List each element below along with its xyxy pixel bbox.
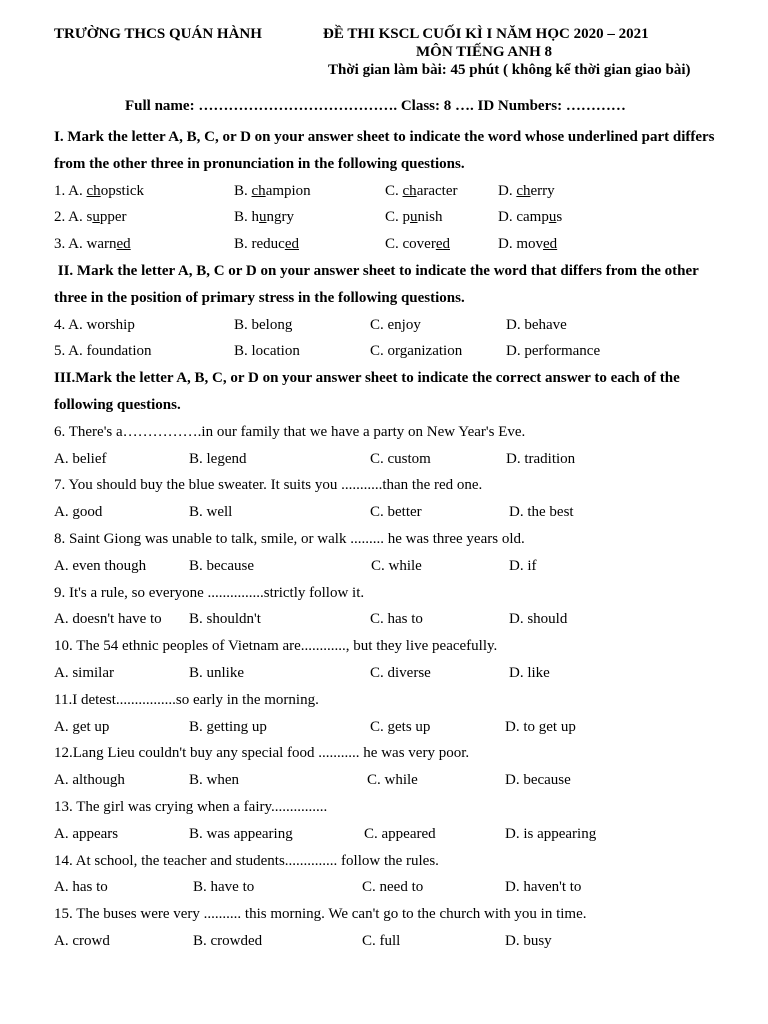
question-15-options — [54, 928, 724, 955]
section3-instruction-line1: III.Mark the letter A, B, C, or D on your answer sheet to indicate the correct answer to each of the — [54, 370, 680, 387]
q7-option-d: D. the best — [509, 504, 574, 521]
question-12-options — [54, 767, 724, 794]
exam-header — [54, 26, 734, 86]
q1-option-b: B. champion — [234, 182, 311, 199]
school-name: TRƯỜNG THCS QUÁN HÀNH — [54, 26, 262, 42]
question-5 — [54, 338, 724, 365]
question-14-options — [54, 874, 724, 901]
question-3 — [54, 231, 724, 258]
q8-option-d: D. if — [509, 557, 537, 574]
q6-option-b: B. legend — [189, 450, 247, 467]
question-11-stem: 11.I detest................so early in the morning. — [54, 691, 319, 708]
q14-option-d: D. haven't to — [505, 879, 582, 896]
q13-option-a: A. appears — [54, 825, 119, 842]
q5-option-a: 5. A. foundation — [54, 343, 152, 360]
q9-option-c: C. has to — [370, 611, 423, 628]
q2-option-b: B. hungry — [234, 209, 295, 226]
exam-title: ĐỀ THI KSCL CUỐI KÌ I NĂM HỌC 2020 – 2021 — [323, 26, 649, 42]
q11-option-b: B. getting up — [189, 718, 267, 735]
q3-option-c: C. covered — [385, 236, 450, 253]
q9-option-d: D. should — [509, 611, 568, 628]
section1-instruction-line1: I. Mark the letter A, B, C, or D on your answer sheet to indicate the word whose underlined part differs — [54, 129, 715, 145]
q12-option-a: A. although — [54, 772, 125, 789]
q2-option-a: 2. A. supper — [54, 209, 127, 226]
question-6-stem: 6. There's a…………….in our family that we have a party on New Year's Eve. — [54, 423, 526, 440]
q3-option-d: D. moved — [498, 236, 558, 253]
student-info-line: Full name: …………………………………. Class: 8 …. ID Numbers: ………… — [125, 98, 626, 114]
q11-option-d: D. to get up — [505, 718, 576, 735]
q15-option-a: A. crowd — [54, 932, 110, 949]
q8-option-a: A. even though — [54, 557, 147, 574]
q2-option-c: C. punish — [385, 209, 443, 226]
q11-option-c: C. gets up — [370, 718, 431, 735]
section2-instruction-line1: II. Mark the letter A, B, C or D on your answer sheet to indicate the word that differs from the other — [54, 262, 699, 279]
question-14-stem: 14. At school, the teacher and students.............. follow the rules. — [54, 852, 439, 869]
q7-option-b: B. well — [189, 504, 233, 521]
q9-option-a: A. doesn't have to — [54, 611, 162, 628]
section3-instruction-line2: following questions. — [54, 396, 181, 413]
q12-option-b: B. when — [189, 772, 239, 789]
question-7-options — [54, 499, 724, 526]
q5-option-c: C. organization — [370, 343, 463, 360]
q10-option-b: B. unlike — [189, 664, 244, 681]
question-2 — [54, 204, 724, 231]
q8-option-c: C. while — [371, 557, 422, 574]
question-9-stem: 9. It's a rule, so everyone ...............strictly follow it. — [54, 584, 365, 601]
question-7-stem: 7. You should buy the blue sweater. It suits you ...........than the red one. — [54, 477, 483, 494]
q7-option-c: C. better — [370, 504, 422, 521]
q2-option-d: D. campus — [498, 209, 563, 226]
q1-option-d: D. cherry — [498, 182, 555, 199]
question-9-options — [54, 606, 724, 633]
question-4 — [54, 312, 724, 339]
q4-option-d: D. behave — [506, 316, 567, 333]
question-13-options — [54, 821, 724, 848]
q14-option-a: A. has to — [54, 879, 108, 896]
q6-option-c: C. custom — [370, 450, 431, 467]
q3-option-a: 3. A. warned — [54, 236, 131, 253]
section1-instruction-line2: from the other three in pronunciation in the following questions. — [54, 155, 465, 172]
q13-option-d: D. is appearing — [505, 825, 597, 842]
q12-option-d: D. because — [505, 772, 571, 789]
question-13-stem: 13. The girl was crying when a fairy............... — [54, 798, 328, 815]
exam-content — [54, 124, 724, 955]
q6-option-d: D. tradition — [506, 450, 576, 467]
question-8-stem: 8. Saint Giong was unable to talk, smile, or walk ......... he was three years old. — [54, 530, 525, 547]
q7-option-a: A. good — [54, 504, 103, 521]
q14-option-c: C. need to — [362, 879, 424, 896]
question-15-stem: 15. The buses were very .......... this morning. We can't go to the church with you in time. — [54, 906, 587, 923]
q4-option-a: 4. A. worship — [54, 316, 135, 333]
q4-option-c: C. enjoy — [370, 316, 421, 333]
question-11-options — [54, 714, 724, 741]
q5-option-b: B. location — [234, 343, 300, 360]
q1-option-a: 1. A. chopstick — [54, 182, 145, 199]
q9-option-b: B. shouldn't — [189, 611, 261, 628]
q10-option-c: C. diverse — [370, 664, 431, 681]
question-8-options — [54, 553, 724, 580]
q10-option-d: D. like — [509, 664, 550, 681]
q1-option-c: C. character — [385, 182, 458, 199]
question-10-options — [54, 660, 724, 687]
question-10-stem: 10. The 54 ethnic peoples of Vietnam are............, but they live peacefully. — [54, 638, 498, 655]
exam-duration: Thời gian làm bài: 45 phút ( không kể thời gian giao bài) — [328, 62, 691, 78]
q5-option-d: D. performance — [506, 343, 601, 360]
question-12-stem: 12.Lang Lieu couldn't buy any special food ........... he was very poor. — [54, 745, 470, 762]
q3-option-b: B. reduced — [234, 236, 299, 253]
q10-option-a: A. similar — [54, 664, 114, 681]
question-1 — [54, 178, 724, 205]
section2-instruction-line2: three in the position of primary stress in the following questions. — [54, 289, 465, 306]
q8-option-b: B. because — [189, 557, 254, 574]
question-6-options — [54, 446, 724, 473]
q4-option-b: B. belong — [234, 316, 293, 333]
q15-option-c: C. full — [362, 932, 401, 949]
q11-option-a: A. get up — [54, 718, 110, 735]
exam-subject: MÔN TIẾNG ANH 8 — [416, 44, 552, 60]
q12-option-c: C. while — [367, 772, 418, 789]
q14-option-b: B. have to — [193, 879, 255, 896]
q13-option-b: B. was appearing — [189, 825, 293, 842]
q13-option-c: C. appeared — [364, 825, 436, 842]
q6-option-a: A. belief — [54, 450, 107, 467]
q15-option-b: B. crowded — [193, 932, 263, 949]
q15-option-d: D. busy — [505, 932, 552, 949]
